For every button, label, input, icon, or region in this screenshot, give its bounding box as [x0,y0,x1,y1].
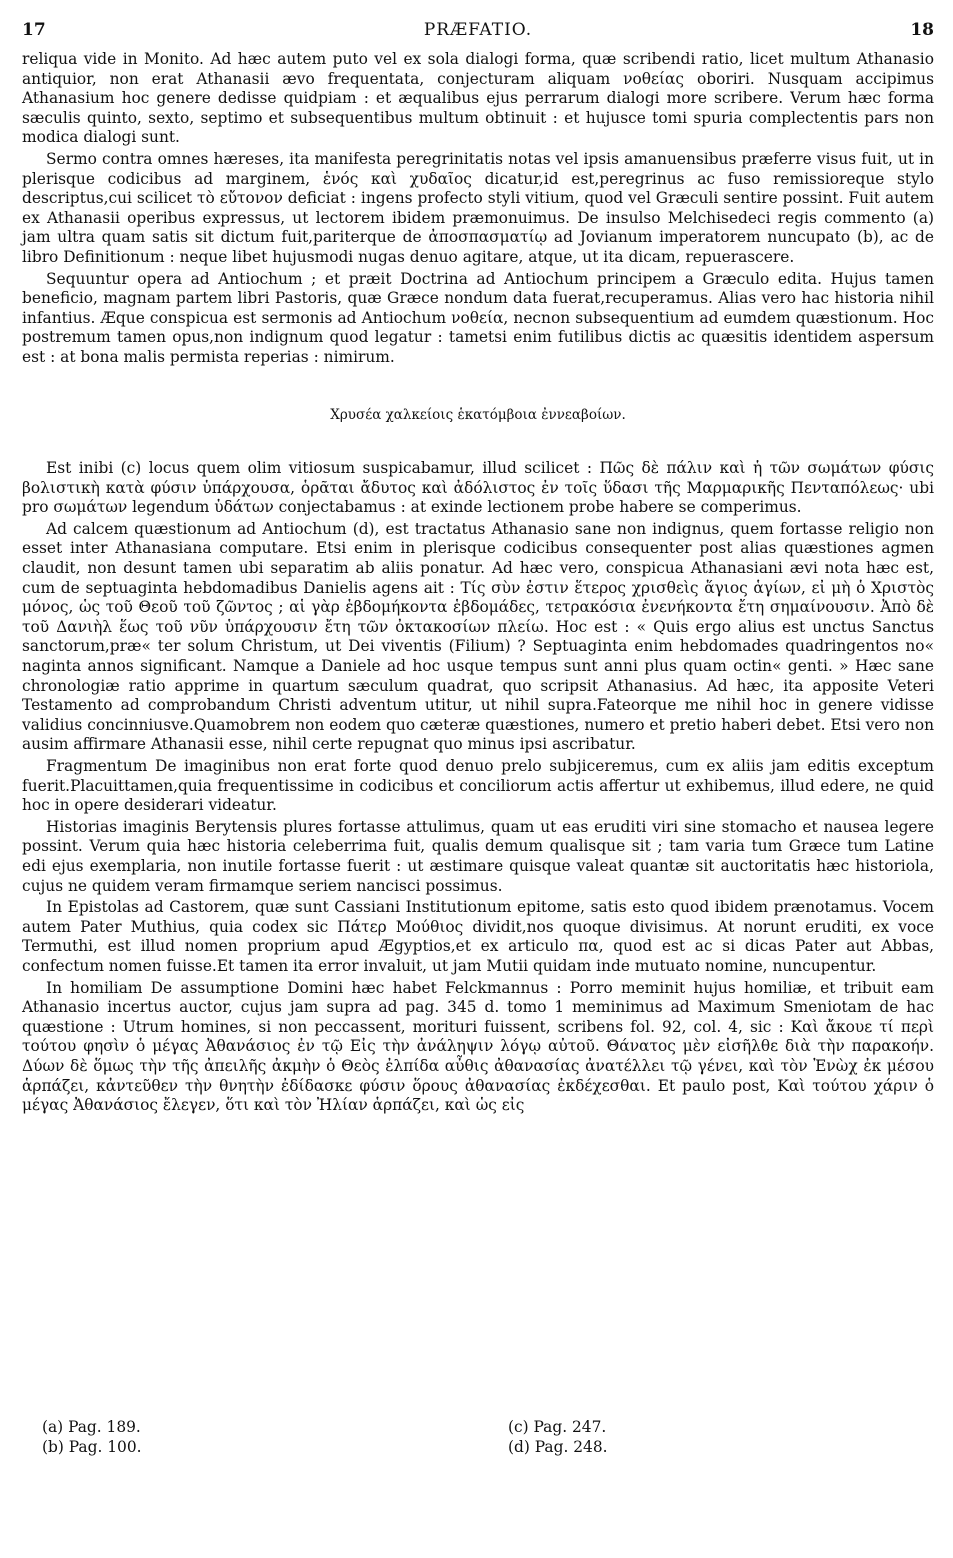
footnotes-right [508,1418,808,1457]
footnote-d: (d) Pag. 248. [508,1437,608,1456]
paragraph-2: Sermo contra omnes hæreses, ita manifesta peregrinitatis notas vel ipsis amanuensibus præferre visus fuit, ut in plerisque codicibus ad marginem, ἑνός καὶ χυδαῖος dicatur,id est,peregrinus ac fuso remissioreque stylo descriptus,cui scilicet τὸ εὔτονον deficiat : ingens profecto styli vitium, quod vel Græculi sentire possint. Fuit autem ex Athanasii operibus expressus, ut lectorem ibidem præmonuimus. De insulso Melchisedeci regis commento (a) jam ultra quam satis sit dictum fuit,pariterque de ἀποσπασματίῳ ad Jovianum imperatorem nuncupato (b), ac de libro Definitionum : neque libet hujusmodi nugas denuo agitare, atque, ut ita dicam, repuerascere. [22,149,934,266]
paragraph-3: Sequuntur opera ad Antiochum ; et præit Doctrina ad Antiochum principem a Græculo edita. Hujus tamen beneficio, magnam partem libri Pastoris, quæ Græce nondum data fuerat,recuperamus. Alias vero hac historia nihil infantius. Æque conspicua est sermonis ad Antiochum νοθεία, necnon subsequentium ad eumdem quæstionum. Hoc postremum tamen opus,non indignum quod legatur : tametsi enim futilibus dictis ac quæsitis identidem aspersum est : at bona malis permista reperias : nimirum. [22,269,934,366]
footnote-b: (b) Pag. 100. [42,1437,142,1456]
paragraph-9: In homiliam De assumptione Domini hæc habet Felckmannus : Porro meminit hujus homiliæ, et tribuit eam Athanasio incertus auctor, cujus jam supra ad pag. 345 d. tomo 1 meminimus ad Maximum Smeniotam de hac quæstione : Utrum homines, si non peccassent, morituri fuissent, scribens fol. 92, col. 4, sic : Καὶ ἄκουε τί περὶ τούτου φησὶν ὁ μέγας Ἀθανάσιος ἐν τῷ Εἰς τὴν ἀνάληψιν λόγῳ αὐτοῦ. Θάνατος μὲν εἰσῆλθε διὰ τὴν παρακοήν. Δύων δὲ ὅμως τὴν τῆς ἀπειλῆς ἀκμὴν ὁ Θεὸς ἐλπίδα αὖθις ἀθανασίας ἀνατέλλει τῷ γένει, καὶ τὸν Ἐνὼχ ἐκ μέσου ἁρπάζει, κἀντεῦθεν τὴν θνητὴν ἐδίδασκε φύσιν ὅρους ἀθανασίας ἐκδέχεσθαι. Et paulo post, Καὶ τούτου χάριν ὁ μέγας Ἀθανάσιος ἔλεγεν, ὅτι καὶ τὸν Ἠλίαν ἁρπάζει, καὶ ὡς εἰς [22,978,934,1115]
footnotes-left [42,1418,342,1457]
running-title: PRÆFATIO. [423,20,533,40]
footnote-c: (c) Pag. 247. [508,1418,607,1436]
greek-verse: Χρυσέα χαλκείοις ἑκατόμβοια ἐννεαβοίων. [330,406,626,423]
paragraph-4: Est inibi (c) locus quem olim vitiosum suspicabamur, illud scilicet : Πῶς δὲ πάλιν καὶ ἡ τῶν σωμάτων φύσις βολιστικὴ κατὰ φύσιν ὑπάρχουσα, ὁρᾶται ἄδυτος καὶ ἀδόλιστος ἐν τοῖς ὕδασι τῆς Μαρμαρικῆς Πενταπόλεως· ubi pro σωμάτων legendum ὑδάτων conjectabamus : at exinde lectionem probe habere se comperimus. [22,459,934,517]
page-number-left: 17 [22,20,46,40]
footnote-a: (a) Pag. 189. [42,1418,141,1436]
document-page [22,14,934,1544]
body-text [22,50,934,1116]
paragraph-1: reliqua vide in Monito. Ad hæc autem puto vel ex sola dialogi forma, quæ scribendi ratio, licet multum Athanasio antiquior, non erat Athanasii ævo frequentata, conjecturam aliquam νοθείας oboriri. Nusquam accipimus Athanasium hoc genere dedisse quidpiam : et æqualibus ejus perrarum dialogi more scribere. Verum hæc forma sæculis quinto, sexto, septimo et subsequentibus multum obtinuit : et hujusce tomi spuria complectentis pars non modica dialogi sunt. [22,50,934,147]
page-number-right: 18 [910,20,934,40]
paragraph-5: Ad calcem quæstionum ad Antiochum (d), est tractatus Athanasio sane non indignus, quem fortasse religio non esset inter Athanasiana computare. Etsi enim in plerisque codicibus consequenter post alias quæstiones agmen claudit, non desunt tamen ubi separatim ab aliis ponatur. Ad hæc vero, conspicua Athanasiani ævi nota hæc est, cum de septuaginta hebdomadibus Danielis agens ait : Τίς σὺν ἐστιν ἕτερος χρισθεὶς ἅγιος ἁγίων, εἰ μὴ ὁ Χριστὸς μόνος, ὡς τοῦ Θεοῦ τοῦ ζῶντος ; αἱ γὰρ ἑβδομήκοντα ἑβδομάδες, τετρακόσια ἐνενήκοντα ἔτη σημαίνουσιν. Ἀπὸ δὲ τοῦ Δανιὴλ ἕως τοῦ νῦν ὑπάρχουσιν ἔτη τῶν ὀκτακοσίων πλείω. Hoc est : « Quis ergo alius est unctus Sanctus sanctorum,præ« ter solum Christum, ut Dei viventis (Filium) ? Septuaginta enim hebdomades quadringentos no« naginta annos significant. Namque a Daniele ad hoc usque tempus sunt anni plus quam octin« genti. » Hæc sane chronologiæ ratio apprime in quartum sæculum quadrat, quo scripsit Athanasius. Ad hæc, ita apposite Veteri Testamento ad comprobandum Christi adventum utitur, ut nihil supra.Fateorque me nihil hoc in genere vidisse validius concinniusve.Quamobrem non eodem quo cæteræ quæstiones, numero et pretio haberi debet. Etsi vero non ausim affirmare Athanasii esse, nihil certe repugnat quo minus ipsi ascribatur. [22,519,934,754]
paragraph-6: Fragmentum De imaginibus non erat forte quod denuo prelo subjiceremus, cum ex aliis jam editis exceptum fuerit.Placuittamen,quia frequentissime in codicibus et conciliorum actis affertur ut exhibemus, illud edere, ne quid hoc in opere desiderari videatur. [22,757,934,815]
paragraph-7: Historias imaginis Berytensis plures fortasse attulimus, quam ut eas eruditi viri sine stomacho et nausea legere possint. Verum quia hæc historia celeberrima fuit, qualis demum qualisque sit ; tam varia tum Græce tum Latine edi ejus exemplaria, non inutile fortasse fuerit : ut æstimare quisque valeat quantæ sit auctoritatis hæc historiola, cujus ne quidem veram firmamque seriem nancisci possimus. [22,817,934,895]
running-header [22,14,934,50]
paragraph-8: In Epistolas ad Castorem, quæ sunt Cassiani Institutionum epitome, satis esto quod ibidem prænotamus. Vocem autem Pater Muthius, quia codex sic Πάτερ Μούθιος dividit,nos quoque divisimus. At norunt eruditi, ex voce Termuthi, est illud nomen proprium apud Ægyptios,et ex articulo πα, quod est ac si dicas Pater aut Abbas, confectum nomen fuisse.Et tamen ita error invaluit, ut jam Mutii quidam inde mutuato nomine, nuncupentur. [22,898,934,975]
